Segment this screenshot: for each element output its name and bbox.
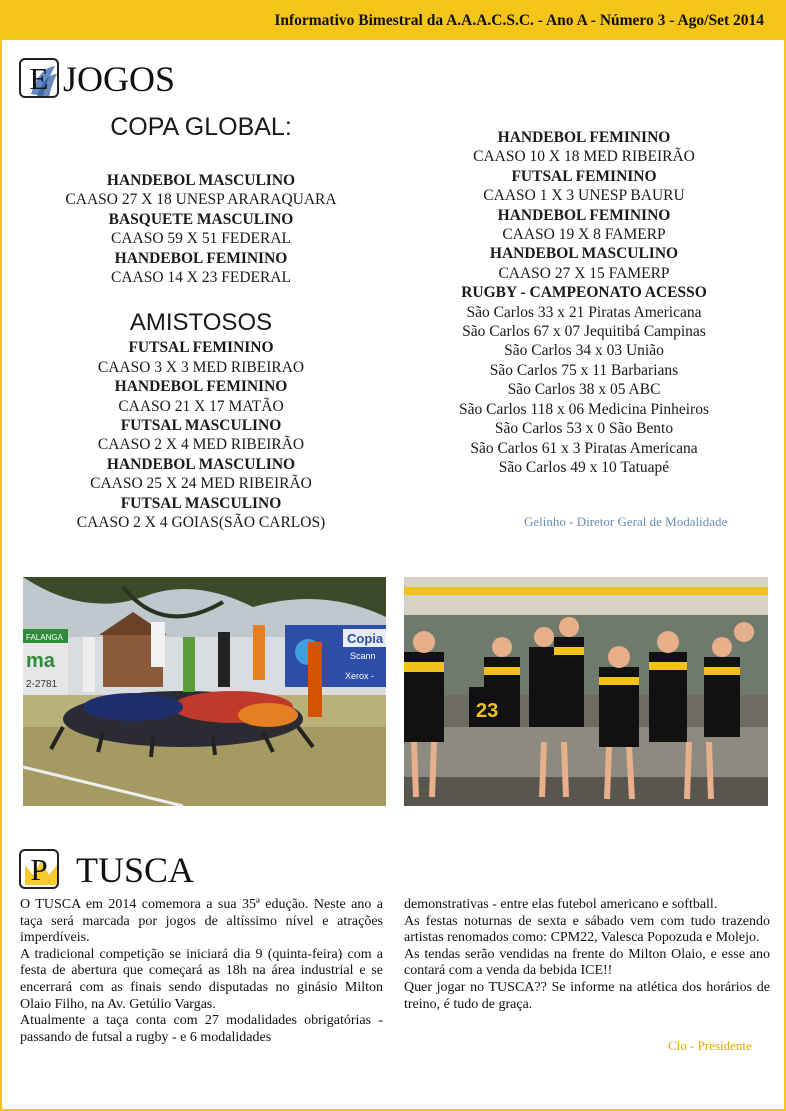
result-sport-label: HANDEBOL FEMININO	[497, 129, 671, 146]
rugby-result: São Carlos 49 x 10 Tatuapé	[498, 458, 670, 476]
result-score: CAASO 21 X 17 MATÃO	[118, 397, 284, 415]
result-score: CAASO 10 X 18 MED RIBEIRÃO	[473, 148, 695, 166]
result-score: CAASO 14 X 23 FEDERAL	[111, 269, 291, 287]
result-score: CAASO 27 X 18 UNESP ARARAQUARA	[65, 191, 337, 209]
result-sport-label: HANDEBOL FEMININO	[497, 206, 671, 224]
tusca-paragraph: Atualmente a taça conta com 27 modalidades obrigatórias - passando de futsal a rugby - e 6 modalidades	[20, 1013, 383, 1045]
tusca-paragraph: demonstrativas - entre elas futebol americano e softball.	[404, 897, 718, 912]
jersey-number: 23	[476, 700, 499, 722]
result-sport-label: HANDEBOL FEMININO	[114, 249, 288, 267]
jogos-right-column	[438, 128, 730, 477]
banner-text-3: 2-2781	[26, 679, 58, 690]
result-sport-label: HANDEBOL FEMININO	[114, 378, 288, 396]
amistosos-title: AMISTOSOS	[129, 309, 273, 337]
result-sport-label: BASQUETE MASCULINO	[108, 210, 294, 228]
result-sport-label: FUTSAL MASCULINO	[120, 417, 282, 435]
right-results-list	[438, 128, 730, 283]
rugby-result: São Carlos 38 x 05 ABC	[507, 381, 661, 399]
rugby-result: São Carlos 34 x 03 União	[504, 342, 664, 360]
rugby-result: São Carlos 67 x 07 Jequitibá Campinas	[462, 323, 706, 341]
rugby-label: RUGBY - CAMPEONATO ACESSO	[461, 284, 707, 302]
tusca-icon-letter: P	[30, 852, 48, 887]
tusca-right-column	[404, 897, 770, 1013]
result-sport-label: HANDEBOL MASCULINO	[106, 455, 296, 473]
rugby-result: São Carlos 75 x 11 Barbarians	[489, 361, 679, 379]
jogos-icon-letter: E	[29, 61, 49, 96]
banner-text-2: ma	[26, 650, 55, 672]
copa-list	[60, 171, 342, 287]
tusca-credit: Clo - Presidente	[668, 1038, 752, 1053]
tusca-left-column	[20, 897, 383, 1046]
result-sport-label: HANDEBOL MASCULINO	[106, 172, 296, 189]
tusca-paragraph: Quer jogar no TUSCA?? Se informe na atlética dos horários de treino, é tudo de graça.	[404, 979, 770, 1012]
amistosos-list	[60, 338, 342, 532]
rugby-list	[438, 303, 730, 478]
result-sport-label: FUTSAL MASCULINO	[120, 494, 282, 512]
banner-text-1: FALANGA	[26, 633, 63, 642]
jogos-credit: Gelinho - Diretor Geral de Modalidade	[524, 514, 728, 529]
ad-text-1: Copia	[347, 631, 384, 646]
result-sport-label: FUTSAL FEMININO	[128, 339, 274, 357]
ad-text-2: Scann	[350, 651, 376, 661]
tusca-title: TUSCA	[76, 850, 195, 890]
result-sport-label: FUTSAL FEMININO	[511, 167, 657, 185]
result-sport-label: HANDEBOL MASCULINO	[489, 245, 679, 263]
result-score: CAASO 59 X 51 FEDERAL	[111, 230, 291, 248]
result-score: CAASO 2 X 4 MED RIBEIRÃO	[97, 436, 305, 454]
jogos-left-column	[60, 112, 342, 533]
rugby-result: São Carlos 118 x 06 Medicina Pinheiros	[459, 400, 709, 418]
result-score: CAASO 19 X 8 FAMERP	[502, 226, 666, 244]
result-score: CAASO 25 X 24 MED RIBEIRÃO	[90, 475, 312, 493]
result-score: CAASO 1 X 3 UNESP BAURU	[483, 187, 685, 205]
ad-text-3: Xerox -	[345, 671, 375, 681]
team-group-photo	[404, 577, 768, 806]
result-score: CAASO 3 X 3 MED RIBEIRAO	[97, 358, 305, 376]
rugby-result: São Carlos 53 x 0 São Bento	[494, 420, 674, 438]
tusca-paragraph: As festas noturnas de sexta e sábado vem com tudo trazendo artistas renomados como: CPM22, Valesca Popozuda e Molejo.	[404, 913, 770, 946]
result-score: CAASO 2 X 4 GOIAS(SÃO CARLOS)	[76, 514, 326, 532]
tusca-section-icon	[19, 849, 59, 889]
jogos-section-icon	[19, 58, 59, 98]
copa-global-title: COPA GLOBAL:	[110, 113, 292, 141]
tusca-paragraph: A tradicional competição se iniciará dia 9 (quinta-feira) com a festa de abertura que começará as 18h na área industrial e se encerrará com as finais sendo disputadas no ginásio Milton Olaio Filho, na Av. Getúlio Vargas.	[20, 946, 383, 1012]
tusca-paragraph: As tendas serão vendidas na frente do Milton Olaio, e esse ano contará com a venda da bebida ICE!!	[404, 946, 770, 979]
jogos-title: JOGOS	[63, 59, 176, 99]
rugby-result: São Carlos 61 x 3 Piratas Americana	[470, 439, 698, 457]
result-score: CAASO 27 X 15 FAMERP	[498, 264, 670, 282]
rugby-result: São Carlos 33 x 21 Piratas Americana	[466, 303, 702, 321]
newsletter-header-title: Informativo Bimestral da A.A.A.C.S.C. - Ano A - Número 3 - Ago/Set 2014	[274, 12, 764, 29]
rugby-scrum-photo	[23, 577, 386, 806]
tusca-paragraph: O TUSCA em 2014 comemora a sua 35ª edução. Neste ano a taça será marcada por jogos de altíssimo nível e atrações imperdíveis.	[20, 897, 383, 946]
